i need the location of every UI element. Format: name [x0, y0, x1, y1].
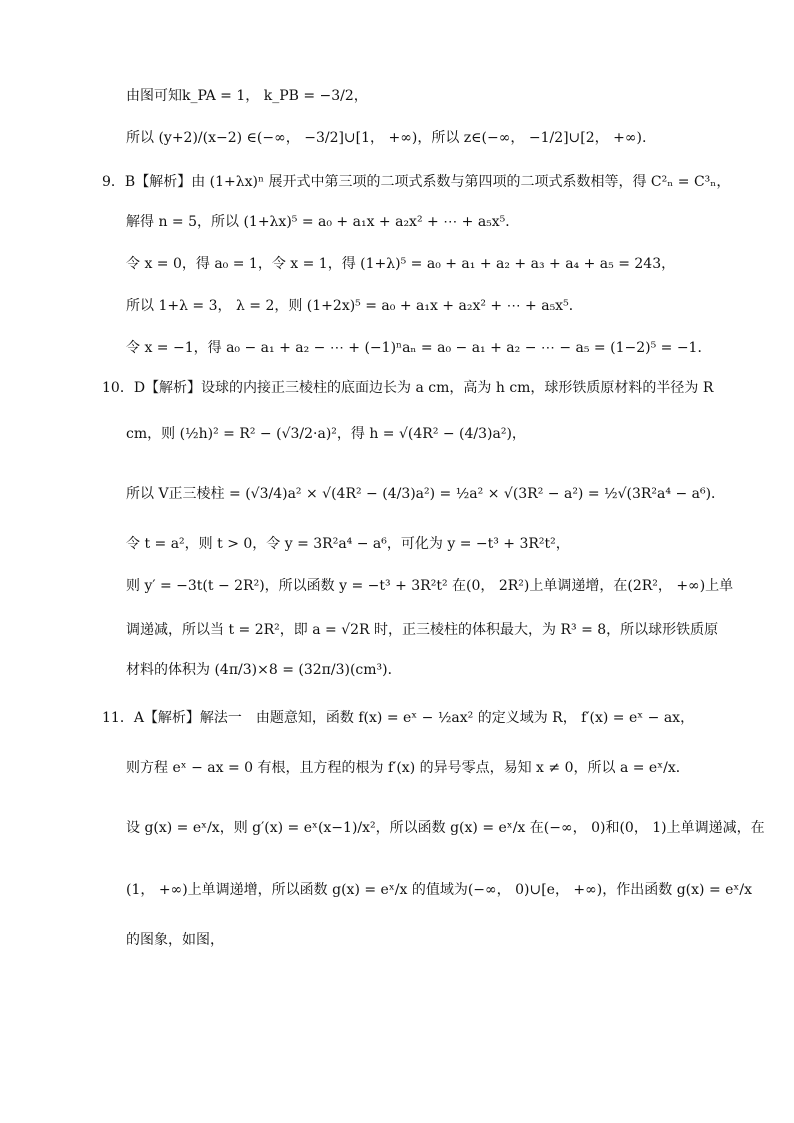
problem-11-heading: 11．A【解析】解法一 由题意知，函数 f(x) = eˣ − ½ax² 的定义域为 R， f′(x) = eˣ − ax， [102, 710, 695, 726]
text-line-14: 材料的体积为 (4π/3)×8 = (32π/3)(cm³)． [126, 662, 402, 678]
text-line-16: 则方程 eˣ − ax = 0 有根，且方程的根为 f′(x) 的异号零点，易知 x ≠ 0，所以 a = eˣ/x． [126, 760, 690, 776]
problem-9-heading: 9．B【解析】由 (1+λx)ⁿ 展开式中第三项的二项式系数与第四项的二项式系数相等，得 C²ₙ = C³ₙ， [102, 174, 731, 190]
text-line-11: 令 t = a²，则 t > 0，令 y = 3R²a⁴ − a⁶，可化为 y = −t³ + 3R²t²， [126, 536, 570, 552]
text-line-10: 所以 V正三棱柱 = (√3/4)a² × √(4R² − (4/3)a²) = ½a² × √(3R² − a²) = ½√(3R²a⁴ − a⁶)． [126, 486, 726, 502]
text-line-9: cm，则 (½h)² = R² − (√3/2·a)²，得 h = √(4R² − (4/3)a²)， [126, 426, 526, 442]
text-line-2: 所以 (y+2)/(x−2) ∈(−∞， −3/2]∪[1， +∞)，所以 z∈(−∞， −1/2]∪[2， +∞). [126, 130, 647, 146]
problem-10-heading: 10．D【解析】设球的内接正三棱柱的底面边长为 a cm，高为 h cm，球形铁质原材料的半径为 R [102, 380, 714, 396]
text-line-12: 则 y′ = −3t(t − 2R²)，所以函数 y = −t³ + 3R²t² 在(0， 2R²)上单调递增，在(2R²， +∞)上单 [126, 578, 734, 594]
text-line-19: 的图象，如图， [126, 932, 224, 948]
text-line-7: 令 x = −1，得 a₀ − a₁ + a₂ − ⋯ + (−1)ⁿaₙ = a₀ − a₁ + a₂ − ⋯ − a₅ = (1−2)⁵ = −1． [126, 340, 712, 356]
text-line-4: 解得 n = 5，所以 (1+λx)⁵ = a₀ + a₁x + a₂x² + ⋯ + a₅x⁵． [126, 214, 520, 230]
text-line-17: 设 g(x) = eˣ/x，则 g′(x) = eˣ(x−1)/x²，所以函数 g(x) = eˣ/x 在(−∞， 0)和(0， 1)上单调递减，在 [126, 820, 765, 836]
text-line-6: 所以 1+λ = 3， λ = 2，则 (1+2x)⁵ = a₀ + a₁x + a₂x² + ⋯ + a₅x⁵． [126, 298, 583, 314]
text-line-18: (1， +∞)上单调递增，所以函数 g(x) = eˣ/x 的值域为(−∞， 0)∪[e， +∞)，作出函数 g(x) = eˣ/x [126, 882, 752, 898]
text-line-5: 令 x = 0，得 a₀ = 1，令 x = 1，得 (1+λ)⁵ = a₀ + a₁ + a₂ + a₃ + a₄ + a₅ = 243， [126, 256, 676, 272]
text-line-13: 调递减，所以当 t = 2R²，即 a = √2R 时，正三棱柱的体积最大，为 R³ = 8，所以球形铁质原 [126, 622, 719, 638]
text-line-1: 由图可知k_PA = 1， k_PB = −3/2， [126, 88, 368, 104]
